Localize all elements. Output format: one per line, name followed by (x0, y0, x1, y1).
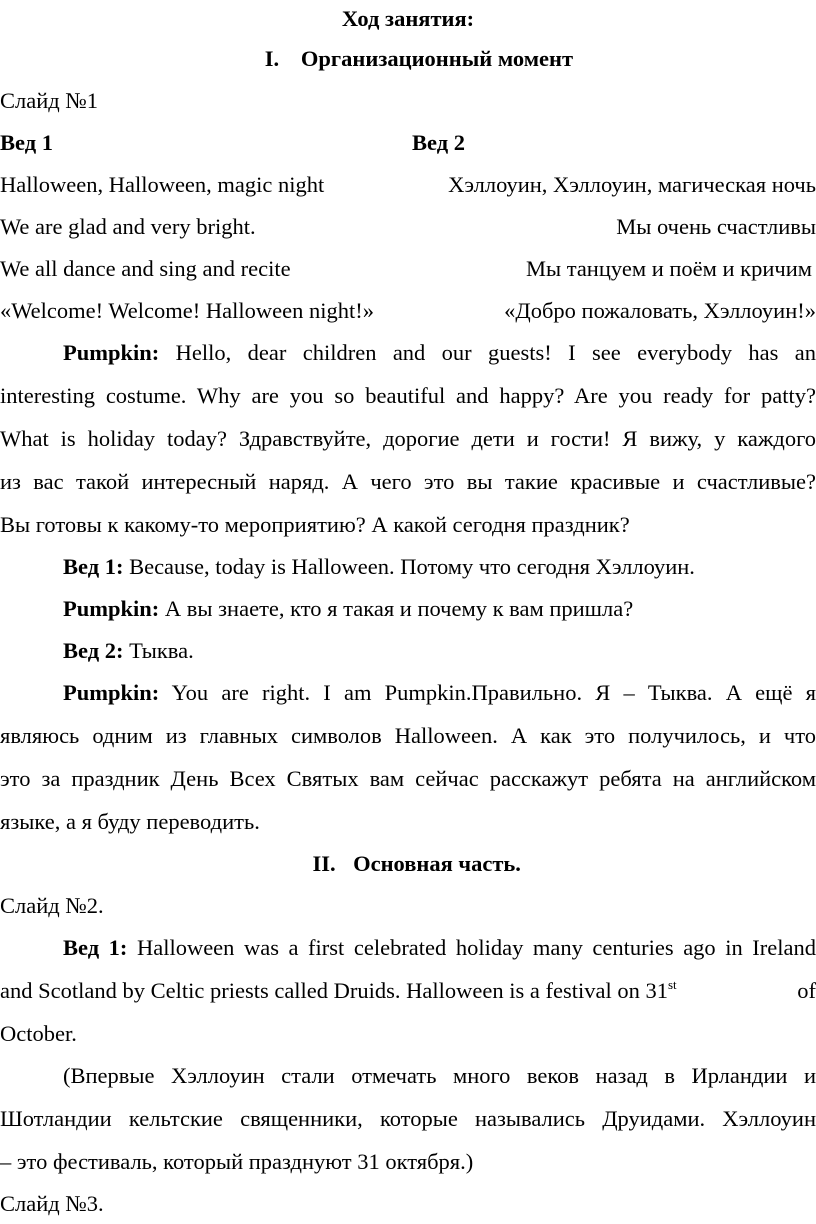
poem-line-en: «Welcome! Welcome! Halloween night!» (0, 298, 374, 323)
paragraph-line: (Впервые Хэллоуин стали отмечать много веков назад в Ирландии и (63, 1063, 816, 1088)
dialogue-line (63, 640, 816, 663)
section-heading-2 (0, 853, 816, 876)
poem-header-ved2: Вед 2 (412, 130, 465, 155)
speaker-label: Pumpkin: (63, 596, 160, 621)
paragraph-line: What is holiday today? Здравствуйте, дорогие дети и гости! Я вижу, у каждого (0, 426, 816, 451)
speaker-label: Pumpkin: (63, 680, 160, 705)
paragraph-line: October. (0, 1021, 77, 1046)
poem-line (0, 174, 816, 197)
poem-line-en: We are glad and very bright. (0, 214, 256, 239)
paragraph-line (63, 937, 816, 960)
paragraph-line: Вы готовы к какому-то мероприятию? А какой сегодня праздник? (0, 512, 630, 537)
poem-line (0, 258, 816, 281)
paragraph-text (0, 977, 677, 1003)
slide-label-1: Слайд №1 (0, 88, 99, 113)
dialogue-line (63, 598, 816, 621)
slide-label-3: Слайд №3. (0, 1191, 104, 1216)
line-text: and Scotland by Celtic priests called Druids. Halloween is a festival on 31 (0, 978, 668, 1003)
paragraph-line: из вас такой интересный наряд. А чего это вы такие красивые и счастливые? (0, 469, 816, 494)
poem-line-ru: «Добро пожаловать, Хэллоуин!» (504, 298, 816, 323)
paragraph-line (63, 342, 816, 365)
speaker-label: Вед 1: (63, 554, 124, 579)
section-number: II. (312, 851, 336, 876)
section-title: Основная часть. (353, 851, 521, 876)
ordinal-suffix: st (667, 977, 677, 992)
poem-line-en: We all dance and sing and recite (0, 256, 291, 281)
poem-line-ru: Мы очень счастливы (616, 214, 816, 239)
paragraph-line: interesting costume. Why are you so beautiful and happy? Are you ready for patty? (0, 383, 816, 408)
poem-line-ru: Хэллоуин, Хэллоуин, магическая ночь (448, 172, 816, 197)
section-heading-1 (0, 48, 816, 71)
slide-label-2: Слайд №2. (0, 893, 104, 918)
lesson-title: Ход занятия: (341, 6, 475, 31)
dialogue-text: А вы знаете, кто я такая и почему к вам пришла? (164, 596, 634, 621)
poem-line-ru: Мы танцуем и поём и кричим (525, 256, 812, 281)
speaker-label: Вед 2: (63, 638, 124, 663)
paragraph-line (0, 977, 816, 1003)
poem-header-ved1: Вед 1 (0, 130, 53, 155)
paragraph-line: являюсь одним из главных символов Halloween. А как это получилось, и что (0, 723, 816, 748)
paragraph-line (63, 682, 816, 705)
poem-line (0, 216, 816, 239)
dialogue-text: Because, today is Halloween. Потому что сегодня Хэллоуин. (129, 554, 695, 579)
speaker-label: Вед 1: (63, 935, 128, 960)
section-number: I. (264, 46, 280, 71)
section-title: Организационный момент (300, 46, 574, 71)
paragraph-text: Halloween was a first celebrated holiday many centuries ago in Ireland (136, 935, 816, 960)
paragraph-line: языке, а я буду переводить. (0, 809, 260, 834)
line-end-word: of (797, 978, 816, 1003)
paragraph-line: – это фестиваль, который празднуют 31 октября.) (0, 1149, 474, 1174)
paragraph-line: это за праздник День Всех Святых вам сейчас расскажут ребята на английском (0, 766, 816, 791)
paragraph-text: You are right. I am Pumpkin.Правильно. Я – Тыква. А ещё я (171, 680, 816, 705)
poem-line (0, 300, 816, 323)
dialogue-line (63, 556, 816, 579)
speaker-label: Pumpkin: (63, 340, 160, 365)
poem-line-en: Halloween, Halloween, magic night (0, 172, 325, 197)
dialogue-text: Тыква. (129, 638, 194, 663)
paragraph-line: Шотландии кельтские священники, которые назывались Друидами. Хэллоуин (0, 1106, 816, 1131)
paragraph-text: Hello, dear children and our guests! I see everybody has an (175, 340, 816, 365)
